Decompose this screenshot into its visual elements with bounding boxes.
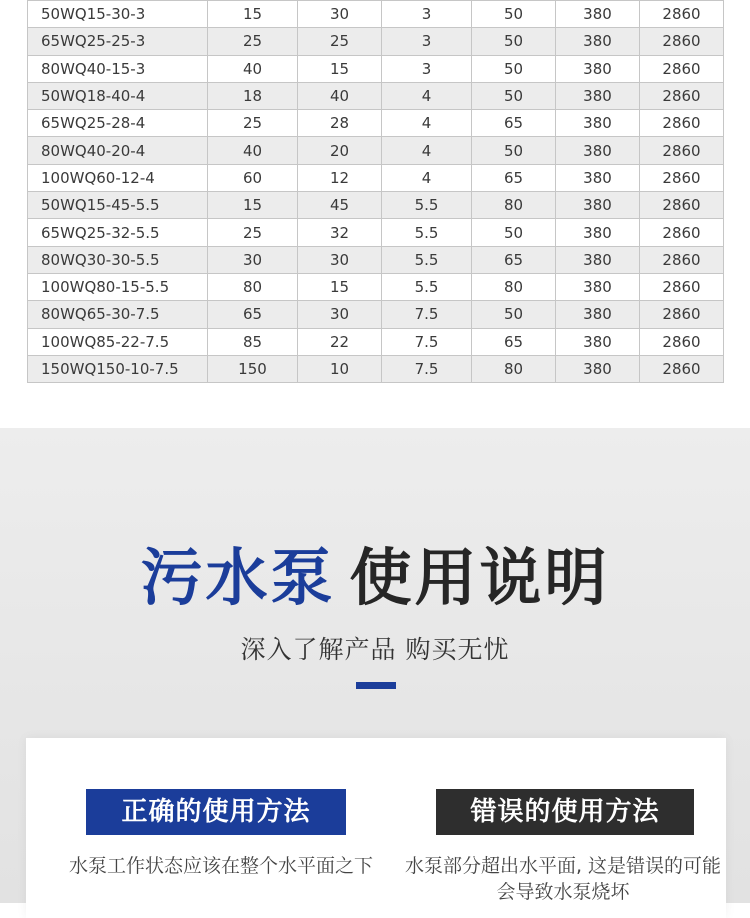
value-cell: 4: [382, 164, 472, 191]
value-cell: 18: [208, 82, 298, 109]
value-cell: 2860: [640, 137, 724, 164]
value-cell: 80: [472, 355, 556, 382]
value-cell: 380: [556, 219, 640, 246]
table-row: [28, 82, 724, 109]
value-cell: 380: [556, 301, 640, 328]
value-cell: 65: [472, 164, 556, 191]
value-cell: 3: [382, 55, 472, 82]
value-cell: 2860: [640, 301, 724, 328]
value-cell: 2860: [640, 82, 724, 109]
value-cell: 30: [298, 301, 382, 328]
spec-table-body: [28, 1, 724, 383]
value-cell: 50: [472, 219, 556, 246]
value-cell: 380: [556, 273, 640, 300]
model-cell: 50WQ18-40-4: [28, 82, 208, 109]
value-cell: 15: [208, 192, 298, 219]
value-cell: 3: [382, 1, 472, 28]
value-cell: 80: [472, 192, 556, 219]
value-cell: 80: [472, 273, 556, 300]
value-cell: 380: [556, 110, 640, 137]
model-cell: 100WQ85-22-7.5: [28, 328, 208, 355]
table-row: [28, 55, 724, 82]
value-cell: 25: [208, 110, 298, 137]
value-cell: 2860: [640, 110, 724, 137]
value-cell: 12: [298, 164, 382, 191]
model-cell: 150WQ150-10-7.5: [28, 355, 208, 382]
value-cell: 7.5: [382, 301, 472, 328]
spec-table-wrapper: [27, 0, 703, 383]
value-cell: 30: [208, 246, 298, 273]
value-cell: 28: [298, 110, 382, 137]
value-cell: 65: [472, 110, 556, 137]
table-row: [28, 273, 724, 300]
model-cell: 80WQ40-15-3: [28, 55, 208, 82]
value-cell: 25: [208, 219, 298, 246]
value-cell: 2860: [640, 355, 724, 382]
value-cell: 2860: [640, 219, 724, 246]
wrong-usage-badge: 错误的使用方法: [436, 789, 694, 835]
section-headline: [0, 540, 750, 616]
value-cell: 380: [556, 137, 640, 164]
value-cell: 2860: [640, 273, 724, 300]
value-cell: 15: [298, 55, 382, 82]
headline-instructions: 使用说明: [349, 541, 610, 614]
value-cell: 2860: [640, 1, 724, 28]
value-cell: 15: [208, 1, 298, 28]
table-row: [28, 246, 724, 273]
value-cell: 380: [556, 1, 640, 28]
value-cell: 380: [556, 164, 640, 191]
value-cell: 380: [556, 246, 640, 273]
value-cell: 5.5: [382, 273, 472, 300]
value-cell: 25: [298, 28, 382, 55]
pump-spec-table: [27, 0, 724, 383]
table-row: [28, 137, 724, 164]
value-cell: 2860: [640, 328, 724, 355]
model-cell: 100WQ60-12-4: [28, 164, 208, 191]
table-row: [28, 192, 724, 219]
value-cell: 380: [556, 82, 640, 109]
model-cell: 65WQ25-28-4: [28, 110, 208, 137]
model-cell: 100WQ80-15-5.5: [28, 273, 208, 300]
value-cell: 25: [208, 28, 298, 55]
value-cell: 10: [298, 355, 382, 382]
wrong-usage-description: 水泵部分超出水平面, 这是错误的可能会导致水泵烧坏: [404, 855, 722, 903]
value-cell: 380: [556, 328, 640, 355]
table-row: [28, 301, 724, 328]
table-row: [28, 164, 724, 191]
table-row: [28, 219, 724, 246]
value-cell: 22: [298, 328, 382, 355]
value-cell: 15: [298, 273, 382, 300]
value-cell: 60: [208, 164, 298, 191]
value-cell: 50: [472, 1, 556, 28]
model-cell: 50WQ15-30-3: [28, 1, 208, 28]
value-cell: 2860: [640, 55, 724, 82]
value-cell: 150: [208, 355, 298, 382]
model-cell: 65WQ25-32-5.5: [28, 219, 208, 246]
value-cell: 45: [298, 192, 382, 219]
correct-usage-badge: 正确的使用方法: [86, 789, 346, 835]
table-row: [28, 110, 724, 137]
value-cell: 5.5: [382, 246, 472, 273]
model-cell: 80WQ65-30-7.5: [28, 301, 208, 328]
accent-divider: [356, 682, 396, 689]
value-cell: 40: [208, 137, 298, 164]
value-cell: 5.5: [382, 192, 472, 219]
value-cell: 4: [382, 82, 472, 109]
value-cell: 380: [556, 28, 640, 55]
value-cell: 4: [382, 110, 472, 137]
table-row: [28, 328, 724, 355]
value-cell: 2860: [640, 164, 724, 191]
value-cell: 380: [556, 355, 640, 382]
headline-product: 污水泵: [140, 541, 336, 614]
value-cell: 2860: [640, 192, 724, 219]
value-cell: 3: [382, 28, 472, 55]
value-cell: 20: [298, 137, 382, 164]
value-cell: 2860: [640, 246, 724, 273]
value-cell: 85: [208, 328, 298, 355]
value-cell: 50: [472, 301, 556, 328]
table-row: [28, 1, 724, 28]
value-cell: 7.5: [382, 328, 472, 355]
value-cell: 4: [382, 137, 472, 164]
value-cell: 380: [556, 55, 640, 82]
model-cell: 80WQ40-20-4: [28, 137, 208, 164]
value-cell: 32: [298, 219, 382, 246]
value-cell: 50: [472, 137, 556, 164]
value-cell: 50: [472, 55, 556, 82]
value-cell: 40: [298, 82, 382, 109]
value-cell: 40: [208, 55, 298, 82]
value-cell: 2860: [640, 28, 724, 55]
value-cell: 65: [472, 246, 556, 273]
value-cell: 30: [298, 246, 382, 273]
value-cell: 7.5: [382, 355, 472, 382]
correct-usage-description: 水泵工作状态应该在整个水平面之下: [68, 855, 373, 877]
model-cell: 80WQ30-30-5.5: [28, 246, 208, 273]
value-cell: 50: [472, 82, 556, 109]
section-subhead: 深入了解产品 购买无忧: [240, 635, 510, 664]
value-cell: 30: [298, 1, 382, 28]
value-cell: 50: [472, 28, 556, 55]
model-cell: 50WQ15-45-5.5: [28, 192, 208, 219]
value-cell: 5.5: [382, 219, 472, 246]
value-cell: 80: [208, 273, 298, 300]
table-row: [28, 28, 724, 55]
value-cell: 65: [472, 328, 556, 355]
table-row: [28, 355, 724, 382]
value-cell: 65: [208, 301, 298, 328]
value-cell: 380: [556, 192, 640, 219]
model-cell: 65WQ25-25-3: [28, 28, 208, 55]
